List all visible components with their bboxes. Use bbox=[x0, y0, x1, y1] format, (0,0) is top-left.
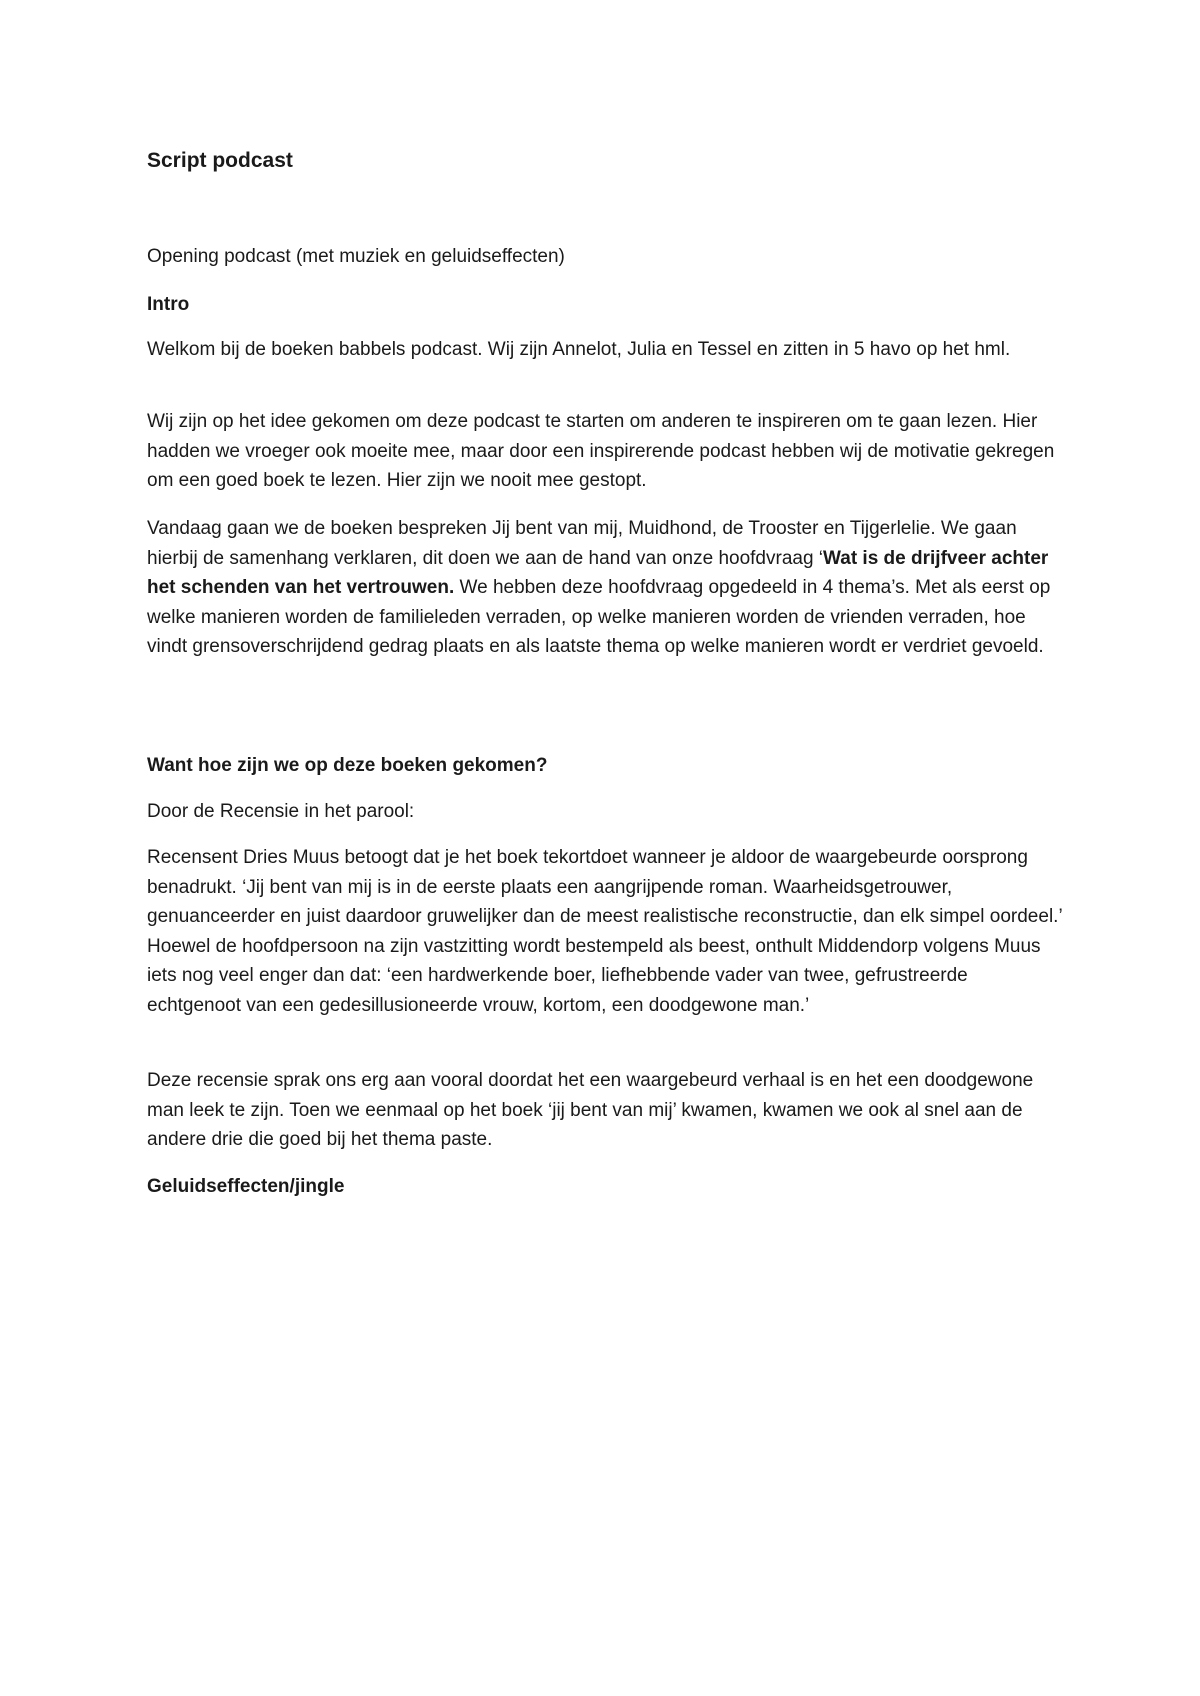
welcome-paragraph: Welkom bij de boeken babbels podcast. Wij zijn Annelot, Julia en Tessel en zitten in 5 havo op het hml. bbox=[147, 339, 1011, 360]
how-heading: Want hoe zijn we op deze boeken gekomen? bbox=[147, 755, 548, 776]
review-reaction-paragraph: Deze recensie sprak ons erg aan vooral doordat het een waargebeurd verhaal is en het een doodgewone man leek te zijn. Toen we eenmaal op het boek ‘jij bent van mij’ kwamen, kwamen we ook al snel aan de andere drie die goed bij het thema paste. bbox=[147, 1070, 1034, 1150]
books-themes-text: We hebben deze hoofdvraag opgedeeld in 4 thema’s. Met als eerst op welke manieren worden de familieleden verraden, op welke manieren worden de vrienden verraden, hoe vindt grensoverschrijdend gedrag plaats en als laatste thema op welke manieren wordt er verdriet gevoeld. bbox=[147, 577, 1051, 657]
review-quote-paragraph: Recensent Dries Muus betoogt dat je het boek tekortdoet wanneer je aldoor de waargebeurde oorsprong benadrukt. ‘Jij bent van mij is in de eerste plaats een aangrijpende roman. Waarheidsgetrouwer, genuanceerder en juist daardoor gruwelijker dan de meest realistische reconstructie, dan elk simpel oordeel.’ Hoewel de hoofdpersoon na zijn vastzitting wordt bestempeld als beest, onthult Middendorp volgens Muus iets nog veel enger dan dat: ‘een hardwerkende boer, liefhebbende vader van twee, gefrustreerde echtgenoot van een gedesillusioneerde vrouw, kortom, een doodgewone man.’ bbox=[147, 847, 1062, 1016]
document-title: Script podcast bbox=[147, 149, 293, 172]
jingle-heading: Geluidseffecten/jingle bbox=[147, 1176, 345, 1197]
main-question: Wat is de drijfveer achter het schenden van het vertrouwen. bbox=[147, 547, 1049, 598]
review-source: Door de Recensie in het parool: bbox=[147, 801, 415, 822]
opening-line: Opening podcast (met muziek en geluidseffecten) bbox=[147, 246, 565, 267]
books-intro-text: Vandaag gaan we de boeken bespreken Jij bent van mij, Muidhond, de Trooster en Tijgerlelie. We gaan hierbij de samenhang verklaren, dit doen we aan de hand van onze hoofdvraag ‘ bbox=[147, 518, 1017, 569]
books-paragraph bbox=[147, 514, 1067, 662]
intro-heading: Intro bbox=[147, 294, 190, 315]
motivation-paragraph: Wij zijn op het idee gekomen om deze podcast te starten om anderen te inspireren om te gaan lezen. Hier hadden we vroeger ook moeite mee, maar door een inspirerende podcast hebben wij de motivatie gekregen om een goed boek te lezen. Hier zijn we nooit mee gestopt. bbox=[147, 411, 1055, 491]
